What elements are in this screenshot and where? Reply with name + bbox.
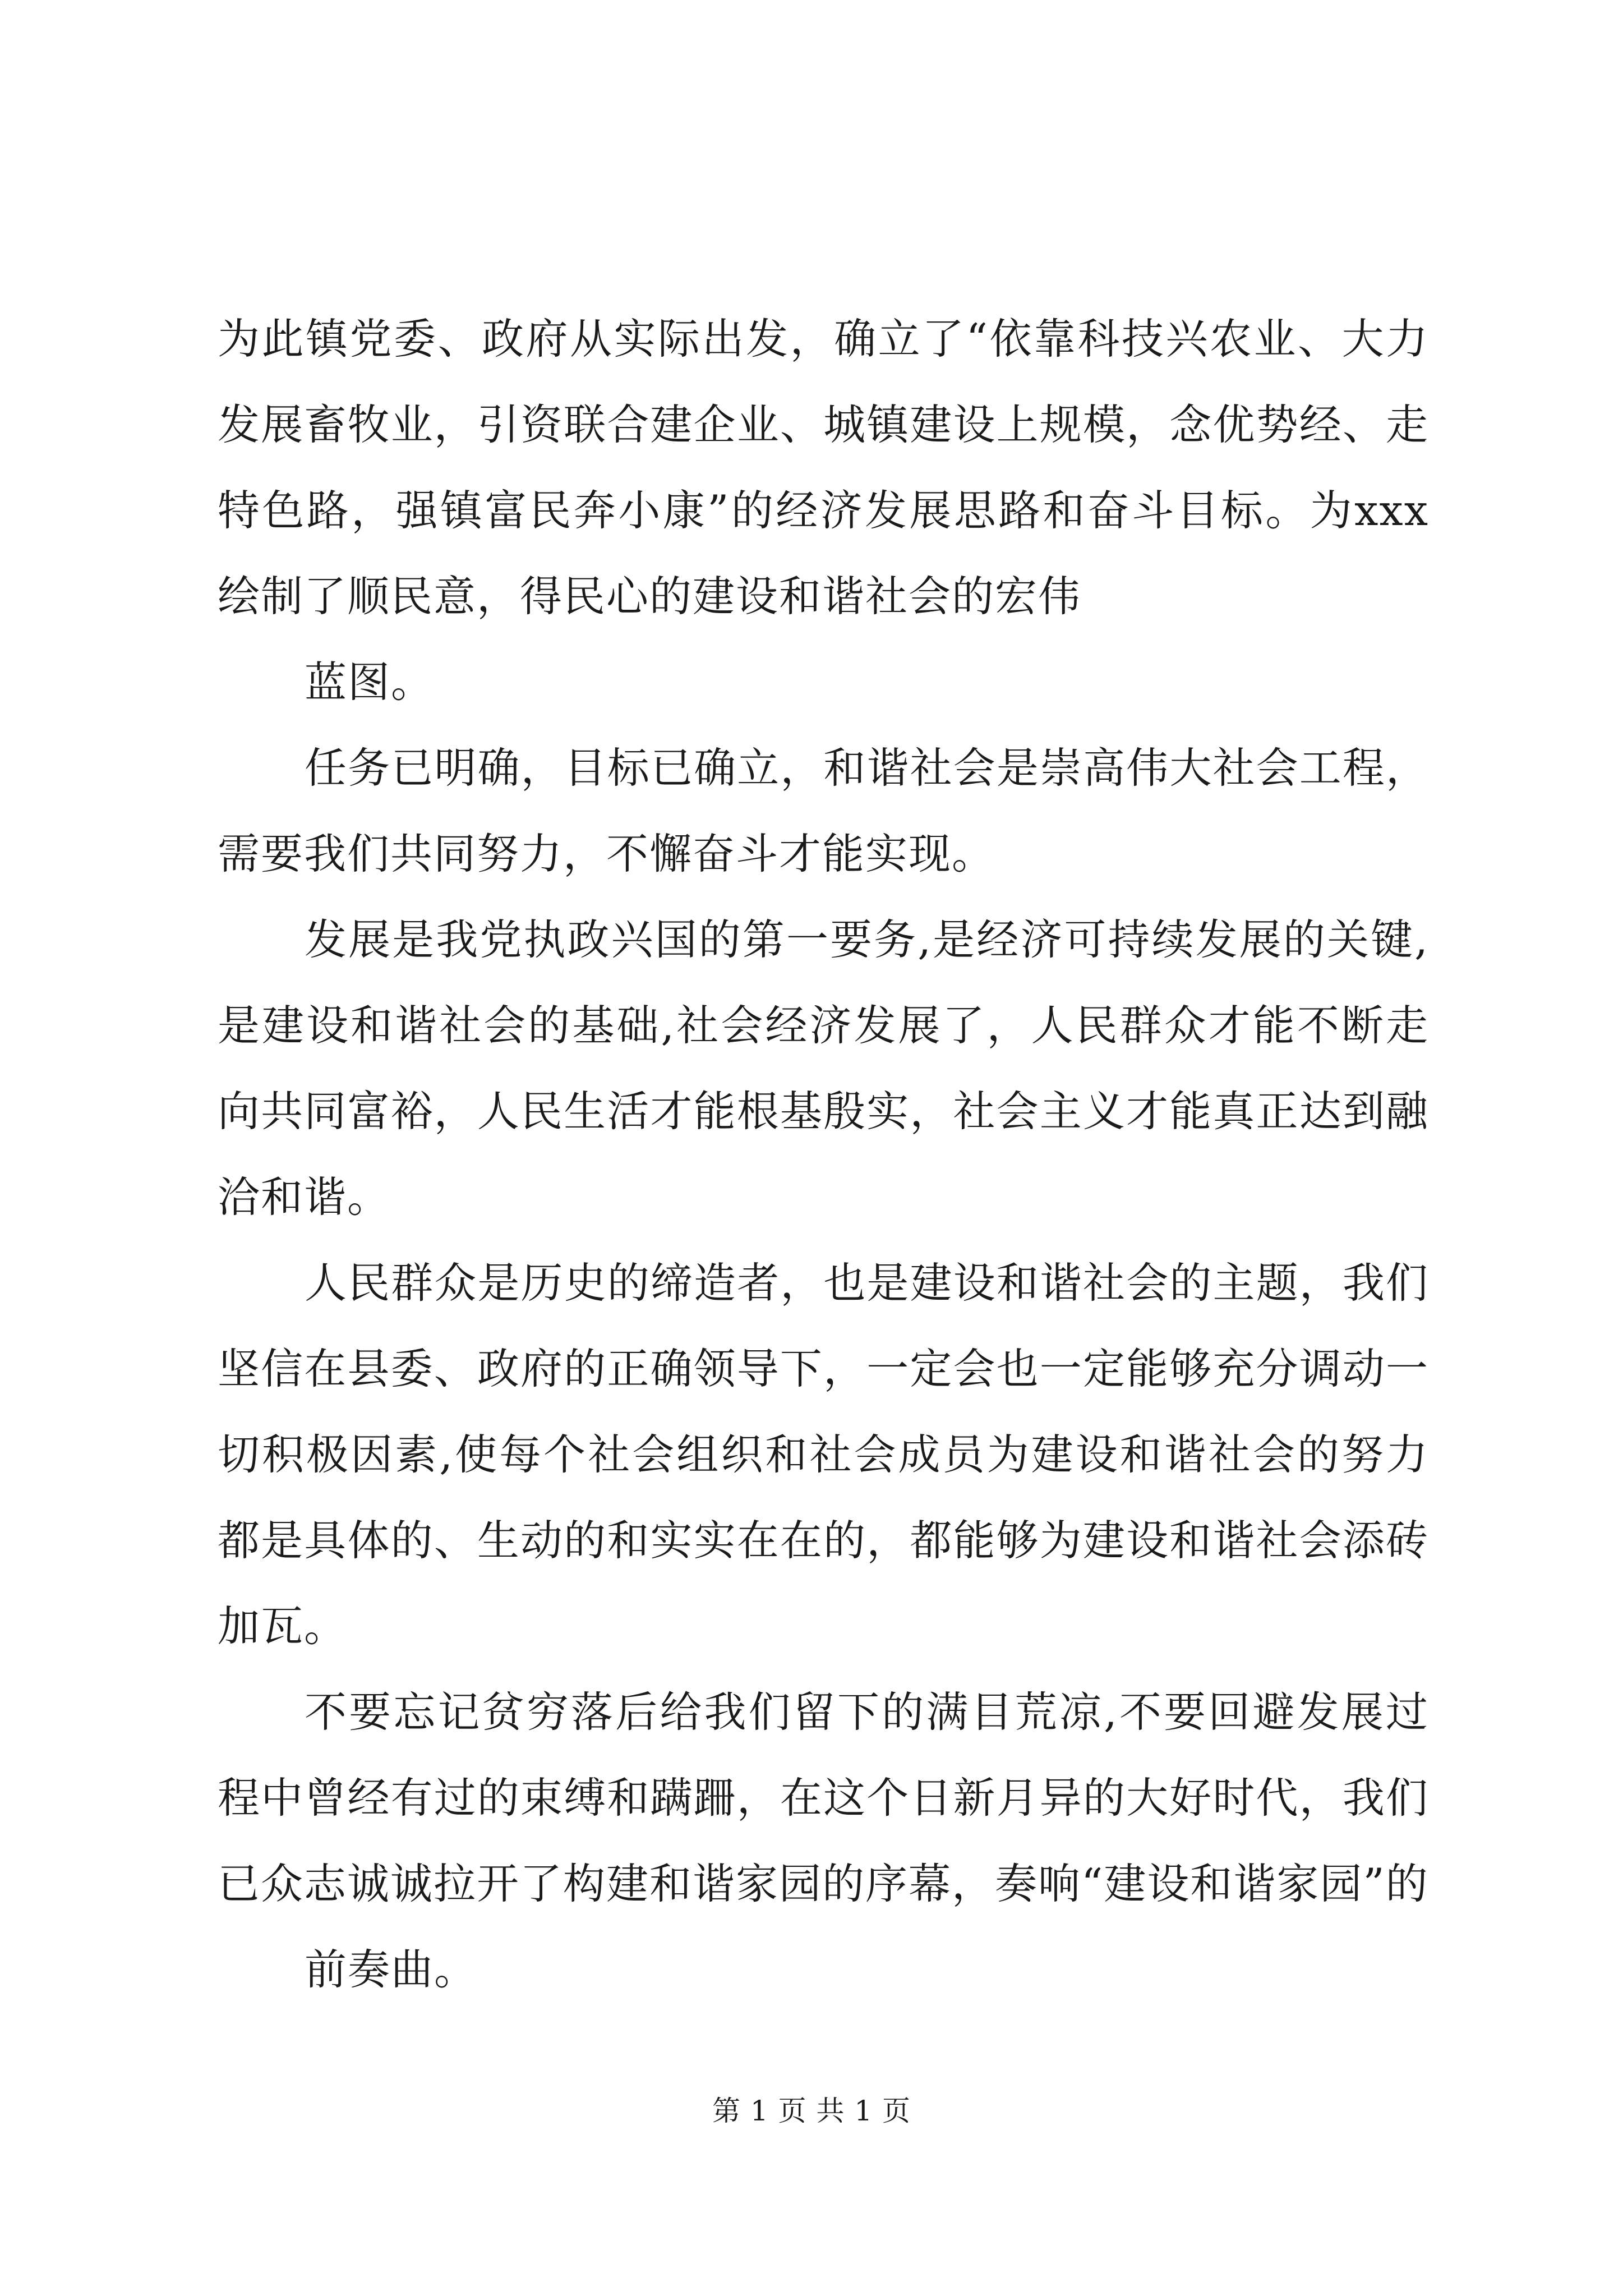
paragraph-4: 发展是我党执政兴国的第一要务,是经济可持续发展的关键,是建设和谐社会的基础,社会经济发展了，人民群众才能不断走向共同富裕，人民生活才能根基殷实，社会主义才能真正达到融洽和谐。 xyxy=(218,915,1429,1222)
paragraph-6: 不要忘记贫穷落后给我们留下的满目荒凉,不要回避发展过程中曾经有过的束缚和蹒跚，在这个日新月异的大好时代，我们已众志诚诚拉开了构建和谐家园的序幕，奏响“建设和谐家园”的 xyxy=(218,1687,1429,1908)
page-number-label: 第 1 页 共 1 页 xyxy=(712,2095,911,2127)
paragraph-1: 为此镇党委、政府从实际出发，确立了“依靠科技兴农业、大力发展畜牧业，引资联合建企业、城镇建设上规模，念优势经、走特色路，强镇富民奔小康”的经济发展思路和奋斗目标。为xxx绘制了顺民意，得民心的建设和谐社会的宏伟 xyxy=(218,314,1429,621)
paragraph-7: 前奏曲。 xyxy=(305,1945,478,1994)
paragraph-2: 蓝图。 xyxy=(305,657,435,707)
page-footer xyxy=(0,2091,1623,2131)
paragraph-3: 任务已明确，目标已确立，和谐社会是崇高伟大社会工程，需要我们共同努力，不懈奋斗才能实现。 xyxy=(218,743,1429,878)
paragraph-5: 人民群众是历史的缔造者，也是建设和谐社会的主题，我们坚信在县委、政府的正确领导下，一定会也一定能够充分调动一切积极因素,使每个社会组织和社会成员为建设和谐社会的努力都是具体的、生动的和实实在在的，都能够为建设和谐社会添砖加瓦。 xyxy=(218,1258,1429,1651)
document-body xyxy=(218,296,1429,2013)
